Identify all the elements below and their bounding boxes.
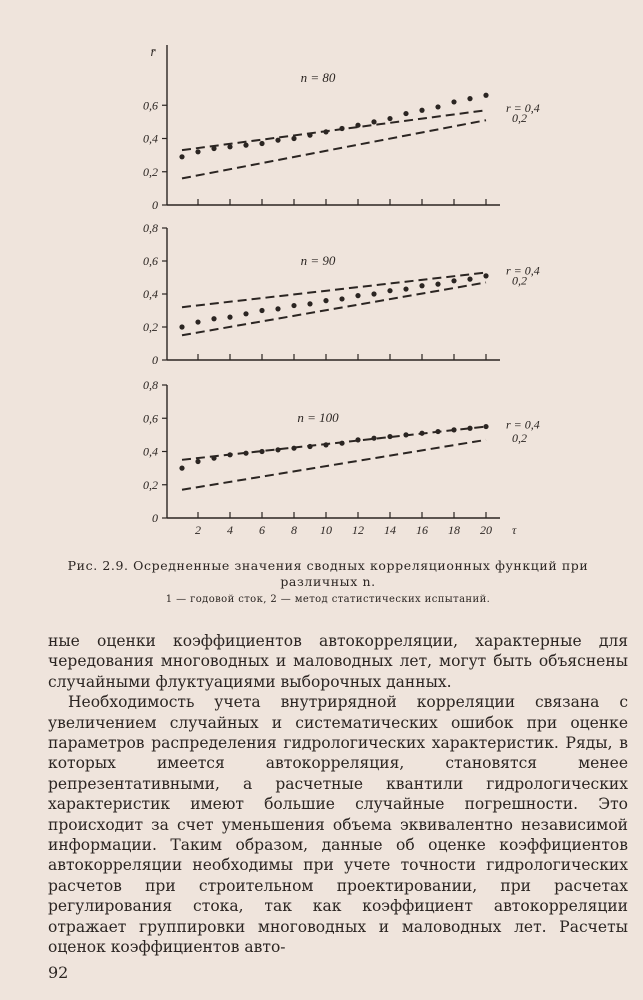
- dashed-series-line: [182, 440, 486, 490]
- data-point: [371, 436, 376, 441]
- data-point: [291, 303, 296, 308]
- data-point: [483, 273, 488, 278]
- data-point: [195, 149, 200, 154]
- data-point: [371, 291, 376, 296]
- body-text: [48, 631, 628, 958]
- y-tick-label: 0,8: [143, 221, 158, 235]
- y-tick-label: 0,4: [143, 287, 158, 301]
- panel-title: n = 90: [300, 253, 336, 268]
- data-point: [403, 111, 408, 116]
- y-tick-label: 0: [152, 511, 158, 525]
- data-point: [323, 298, 328, 303]
- x-tick-label: 12: [352, 523, 364, 537]
- data-point: [195, 319, 200, 324]
- data-point: [435, 282, 440, 287]
- panel-title: n = 100: [297, 410, 339, 425]
- paragraph-2: Необходимость учета внутрирядной корреляции связана с увеличением случайных и систематических ошибок при оценке параметров распределения гидрологических характеристик. Ряды, в которых имеется автокорреляция, становятся менее репрезентативными, а расчетные квантили гидрологических характеристик имеют большие случайные погрешности. Это происходит за счет уменьшения объема эквивалентно независимой информации. Таким образом, данные об оценке коэффициентов автокорреляции необходимы при учете точности гидрологических расчетов при строительном проектировании, при расчетах регулирования стока, так как коэффициент автокорреляции отражает группировки многоводных и маловодных лет. Расчеты оценок коэффициентов авто-: [48, 693, 628, 957]
- y-tick-label: 0: [152, 198, 158, 212]
- caption-legend: 1 — годовой сток, 2 — метод статистических испытаний.: [165, 594, 491, 605]
- data-point: [419, 283, 424, 288]
- annotation-r-low: 0,2: [512, 430, 527, 445]
- x-tick-label: 8: [291, 523, 297, 537]
- data-point: [467, 96, 472, 101]
- data-point: [227, 315, 232, 320]
- annotation-r: r = 0,4: [506, 263, 540, 278]
- dashed-series-line: [182, 427, 486, 460]
- data-point: [307, 301, 312, 306]
- dashed-series-line: [182, 273, 486, 308]
- data-point: [259, 308, 264, 313]
- figure-caption: [48, 558, 608, 608]
- annotation-r-low: 0,2: [512, 111, 527, 126]
- data-point: [211, 316, 216, 321]
- data-point: [195, 459, 200, 464]
- data-point: [259, 141, 264, 146]
- data-point: [451, 278, 456, 283]
- y-tick-label: 0,6: [143, 98, 158, 113]
- data-point: [451, 99, 456, 104]
- y-tick-label: 0: [152, 353, 158, 367]
- data-point: [419, 108, 424, 113]
- annotation-r: r = 0,4: [506, 101, 540, 116]
- data-point: [179, 466, 184, 471]
- dashed-series-line: [182, 120, 486, 178]
- data-point: [243, 143, 248, 148]
- x-tick-label: 16: [416, 523, 428, 537]
- x-tick-label: 6: [259, 523, 265, 537]
- y-tick-label: 0,8: [143, 378, 158, 392]
- x-tick-label: 20: [480, 523, 492, 537]
- y-tick-label: 0,2: [143, 477, 158, 492]
- data-point: [355, 293, 360, 298]
- panel-title: n = 80: [300, 70, 336, 85]
- annotation-r-low: 0,2: [512, 273, 527, 288]
- data-point: [275, 138, 280, 143]
- dashed-series-line: [182, 282, 486, 335]
- y-tick-label: 0,4: [143, 131, 158, 146]
- y-tick-label: 0,6: [143, 411, 158, 426]
- data-point: [275, 306, 280, 311]
- x-tick-label: 2: [195, 523, 201, 537]
- data-point: [483, 93, 488, 98]
- data-point: [179, 154, 184, 159]
- y-tick-label: 0,2: [143, 164, 158, 179]
- y-tick-label: 0,4: [143, 444, 158, 459]
- dashed-series-line: [182, 110, 486, 150]
- data-point: [179, 324, 184, 329]
- data-point: [387, 288, 392, 293]
- data-point: [371, 119, 376, 124]
- page-number: 92: [48, 963, 69, 982]
- x-tick-label: 18: [448, 523, 460, 537]
- caption-text: Рис. 2.9. Осредненные значения сводных корреляционных функций при различных n.: [67, 558, 589, 589]
- data-point: [467, 277, 472, 282]
- data-point: [403, 286, 408, 291]
- y-tick-label: 0,6: [143, 254, 158, 268]
- y-axis-symbol: r̄: [150, 44, 156, 59]
- x-tick-label: 14: [384, 523, 396, 537]
- x-tick-label: 4: [227, 523, 233, 537]
- paragraph-1: ные оценки коэффициентов автокорреляции, характерные для чередования многоводных и маловодных лет, могут быть объяснены случайными флуктуациями выборочных данных.: [48, 632, 628, 691]
- data-point: [435, 104, 440, 109]
- data-point: [243, 311, 248, 316]
- y-tick-label: 0,2: [143, 320, 158, 334]
- data-point: [387, 116, 392, 121]
- x-tick-label: 10: [320, 523, 332, 537]
- data-point: [291, 136, 296, 141]
- annotation-r: r = 0,4: [506, 417, 540, 432]
- data-point: [339, 296, 344, 301]
- x-axis-symbol: τ: [512, 523, 517, 537]
